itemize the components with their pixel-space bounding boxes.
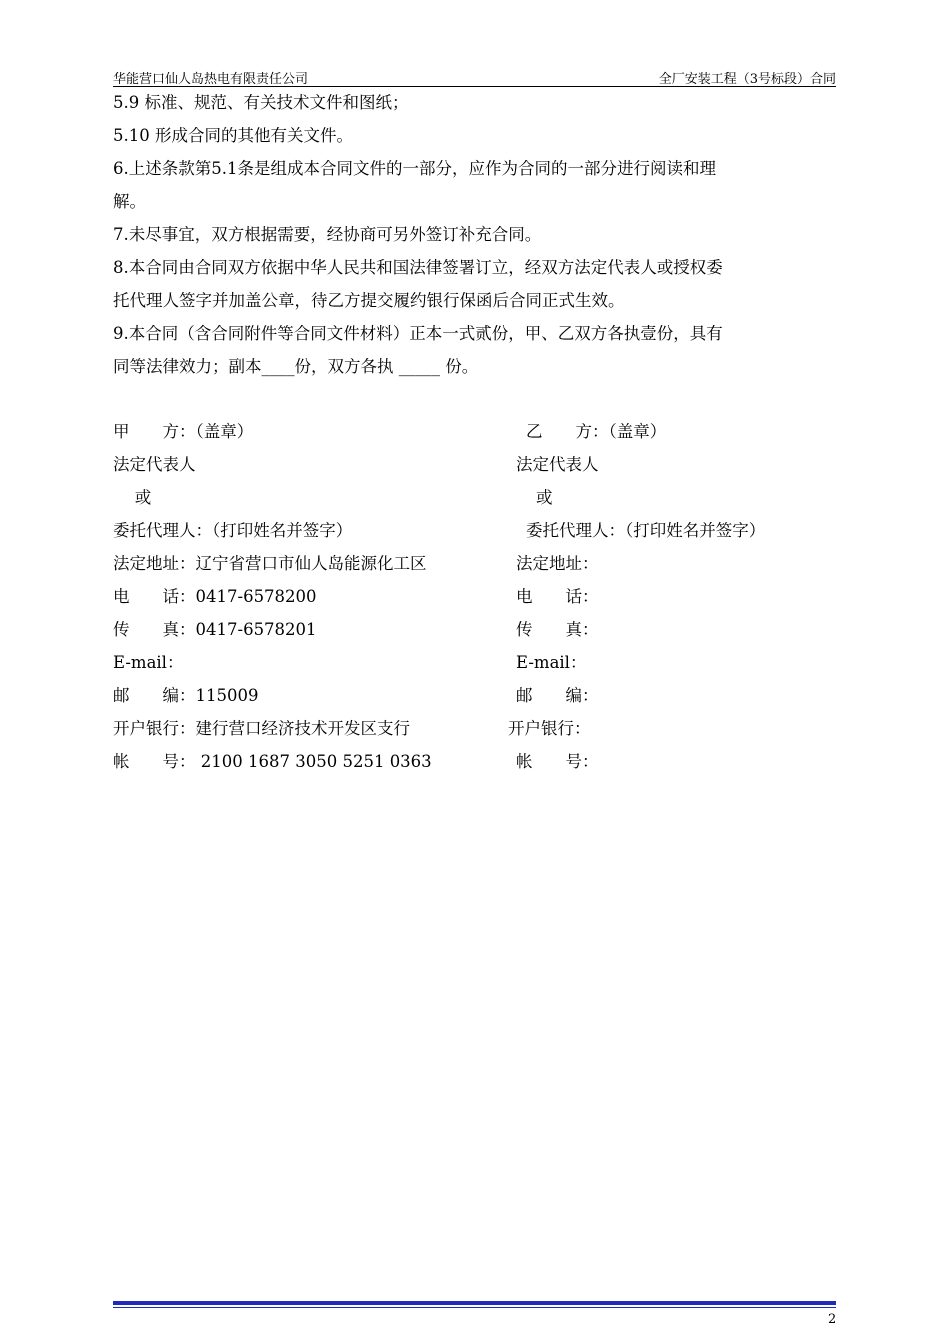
clause-6-line1: 6.上述条款第5.1条是组成本合同文件的一部分，应作为合同的一部分进行阅读和理 (113, 159, 716, 178)
party-a-bank: 开户银行：建行营口经济技术开发区支行 (113, 719, 410, 738)
party-a-fax: 传 真：0417-6578201 (113, 620, 317, 639)
party-b-email: E-mail： (516, 653, 587, 672)
party-b-legal-rep: 法定代表人 (516, 455, 599, 474)
party-a-phone: 电 话：0417-6578200 (113, 587, 317, 606)
party-b-phone: 电 话： (516, 587, 599, 606)
party-b-address: 法定地址： (516, 554, 599, 573)
party-a-or: 或 (113, 488, 152, 507)
party-a-legal-rep: 法定代表人 (113, 455, 196, 474)
clause-8-line1: 8.本合同由合同双方依据中华人民共和国法律签署订立，经双方法定代表人或授权委 (113, 258, 723, 277)
party-a-account: 帐 号： 2100 1687 3050 5251 0363 (113, 752, 432, 771)
footer-rule-thin (113, 1307, 836, 1308)
page-number: 2 (828, 1312, 837, 1327)
clause-8-line2: 托代理人签字并加盖公章，待乙方提交履约银行保函后合同正式生效。 (113, 291, 625, 310)
party-b-or: 或 (536, 488, 553, 507)
party-b-fax: 传 真： (516, 620, 599, 639)
party-b-name: 乙 方：（盖章） (526, 422, 667, 441)
party-b-bank: 开户银行： (508, 719, 591, 738)
clause-9-line1: 9.本合同（含合同附件等合同文件材料）正本一式贰份，甲、乙双方各执壹份，具有 (113, 324, 723, 343)
party-a-email: E-mail： (113, 653, 184, 672)
clause-7: 7.未尽事宜，双方根据需要，经协商可另外签订补充合同。 (113, 225, 542, 244)
party-b-account: 帐 号： (516, 752, 599, 771)
party-a-address: 法定地址：辽宁省营口市仙人岛能源化工区 (113, 554, 427, 573)
header-company: 华能营口仙人岛热电有限责任公司 (113, 72, 309, 87)
clause-9-line2: 同等法律效力；副本____份，双方各执 _____ 份。 (113, 357, 479, 376)
footer-rule (113, 1301, 836, 1305)
party-b-agent: 委托代理人：（打印姓名并签字） (526, 521, 766, 540)
page-header (113, 66, 836, 87)
header-contract-title: 全厂安装工程（3号标段）合同 (658, 72, 836, 87)
clause-5-9: 5.9 标准、规范、有关技术文件和图纸； (113, 93, 409, 112)
party-a-name: 甲 方：（盖章） (113, 422, 254, 441)
clause-6-line2: 解。 (113, 192, 146, 211)
clause-5-10: 5.10 形成合同的其他有关文件。 (113, 126, 353, 145)
party-a-postcode: 邮 编：115009 (113, 686, 259, 705)
party-a-agent: 委托代理人：（打印姓名并签字） (113, 521, 353, 540)
party-b-postcode: 邮 编： (516, 686, 599, 705)
